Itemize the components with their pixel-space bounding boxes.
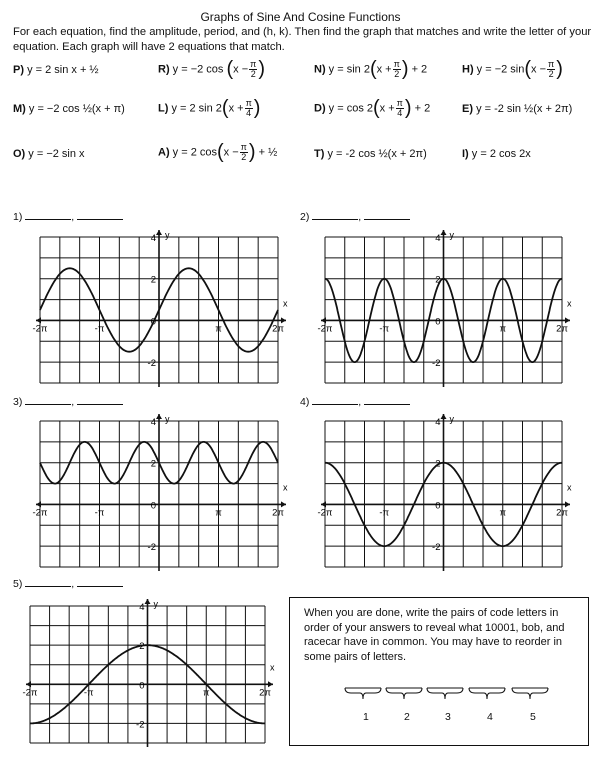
equation-d: D) y = cos 2(x + $\frac{\pi}{4}$ ) + 2	[314, 97, 431, 119]
x-tick-label: -2π	[32, 323, 48, 335]
x-tick-label: -π	[379, 507, 390, 519]
x-tick-label: -2π	[317, 323, 333, 335]
equation-t: T) y = -2 cos ½(x + 2π)	[314, 148, 427, 160]
y-tick-label: 0	[435, 316, 441, 328]
y-tick-label: 2	[150, 274, 156, 286]
y-tick-label: 2	[150, 458, 156, 470]
y-tick-label: -2	[147, 542, 156, 554]
graph-4	[317, 414, 572, 571]
graph-5-label: 5) ,	[13, 577, 123, 590]
equation-n: N) y = sin 2(x + $\frac{\pi}{2}$ ) + 2	[314, 58, 428, 80]
x-axis-label: x	[283, 298, 288, 309]
graph-2	[317, 230, 572, 387]
x-tick-label: 2π	[272, 323, 284, 335]
answer-number-5: 5	[530, 711, 536, 723]
answer-number-2: 2	[404, 711, 410, 723]
x-tick-label: -π	[83, 687, 94, 699]
y-axis-label: y	[165, 414, 170, 424]
graph-5	[22, 599, 275, 747]
y-axis-arrow	[156, 414, 162, 419]
y-tick-label: -2	[432, 542, 441, 554]
answer-brace	[512, 688, 548, 699]
x-tick-label: π	[215, 507, 222, 519]
y-tick-label: 2	[139, 641, 145, 653]
equation-m: M) y = −2 cos ½(x + π)	[13, 103, 125, 115]
x-tick-label: π	[202, 687, 210, 699]
answer-brace	[386, 688, 422, 699]
equation-o: O) y = −2 sin x	[13, 148, 85, 160]
x-axis-label: x	[567, 482, 572, 493]
x-axis-label: x	[283, 482, 288, 493]
y-tick-label: 4	[435, 417, 441, 428]
y-tick-label: 0	[150, 316, 156, 328]
x-tick-label: 2π	[556, 323, 568, 335]
y-tick-label: 4	[435, 233, 441, 244]
answer-braces	[290, 598, 588, 745]
y-axis-arrow	[145, 599, 151, 604]
y-tick-label: -2	[147, 358, 156, 370]
equation-e: E) y = -2 sin ½(x + 2π)	[462, 103, 573, 115]
x-tick-label: -π	[379, 323, 390, 335]
x-tick-label: π	[215, 323, 222, 335]
y-axis-label: y	[449, 230, 454, 240]
y-tick-label: 0	[139, 680, 145, 692]
x-tick-label: π	[499, 323, 507, 335]
x-axis-label: x	[567, 298, 572, 309]
answer-number-3: 3	[445, 711, 451, 723]
x-tick-label: 2π	[556, 507, 568, 519]
x-tick-label: -2π	[22, 687, 38, 699]
y-tick-label: -2	[432, 358, 441, 370]
graph-4-label: 4) ,	[300, 395, 410, 408]
graph-3	[32, 414, 288, 571]
graph-1-label: 1) ,	[13, 210, 123, 223]
equation-p: P) y = 2 sin x + ½	[13, 64, 99, 76]
y-axis-arrow	[441, 414, 447, 419]
x-tick-label: -π	[94, 323, 105, 335]
y-tick-label: 0	[150, 500, 156, 512]
x-tick-label: -π	[94, 507, 105, 519]
graph-3-label: 3) ,	[13, 395, 123, 408]
y-tick-label: 2	[435, 274, 441, 286]
graph-1	[32, 230, 288, 387]
answer-brace	[469, 688, 505, 699]
equation-l: L) y = 2 sin 2(x + $\frac{\pi}{4}$ )	[158, 97, 261, 119]
y-tick-label: 2	[435, 458, 441, 470]
answer-brace	[427, 688, 463, 699]
equation-a: A) y = 2 cos(x − $\frac{\pi}{2}$ ) + ½	[158, 141, 278, 163]
x-tick-label: 2π	[259, 687, 271, 699]
page-title: Graphs of Sine And Cosine Functions	[200, 10, 401, 24]
y-tick-label: 4	[139, 602, 145, 613]
equation-i: I) y = 2 cos 2x	[462, 148, 531, 160]
y-axis-label: y	[153, 599, 158, 609]
x-tick-label: 2π	[272, 507, 284, 519]
y-tick-label: -2	[136, 719, 145, 731]
graph-2-label: 2) ,	[300, 210, 410, 223]
box-text: When you are done, write the pairs of code letters in order of your answers to reveal what 10001, bob, and racecar have in common. You may have to reorder in some pairs of letters.	[304, 607, 565, 663]
y-axis-label: y	[165, 230, 170, 240]
y-tick-label: 0	[435, 500, 441, 512]
y-tick-label: 4	[150, 417, 156, 428]
answer-number-1: 1	[363, 711, 369, 723]
equation-r: R) y = −2 cos (x − $\frac{\pi}{2}$ )	[158, 58, 266, 80]
answer-number-4: 4	[487, 711, 493, 723]
y-axis-label: y	[449, 414, 454, 424]
instructions: For each equation, find the amplitude, period, and (h, k). Then find the graph that matches and write the letter of your equation. Each graph will have 2 equations that match.	[13, 26, 592, 53]
y-tick-label: 4	[150, 233, 156, 244]
x-tick-label: π	[499, 507, 507, 519]
x-axis-label: x	[270, 662, 275, 673]
answer-brace	[345, 688, 381, 699]
x-tick-label: -2π	[317, 507, 333, 519]
y-axis-arrow	[156, 230, 162, 235]
equation-h: H) y = −2 sin(x − $\frac{\pi}{2}$ )	[462, 58, 563, 80]
y-axis-arrow	[441, 230, 447, 235]
x-tick-label: -2π	[32, 507, 48, 519]
code-box	[289, 597, 589, 746]
